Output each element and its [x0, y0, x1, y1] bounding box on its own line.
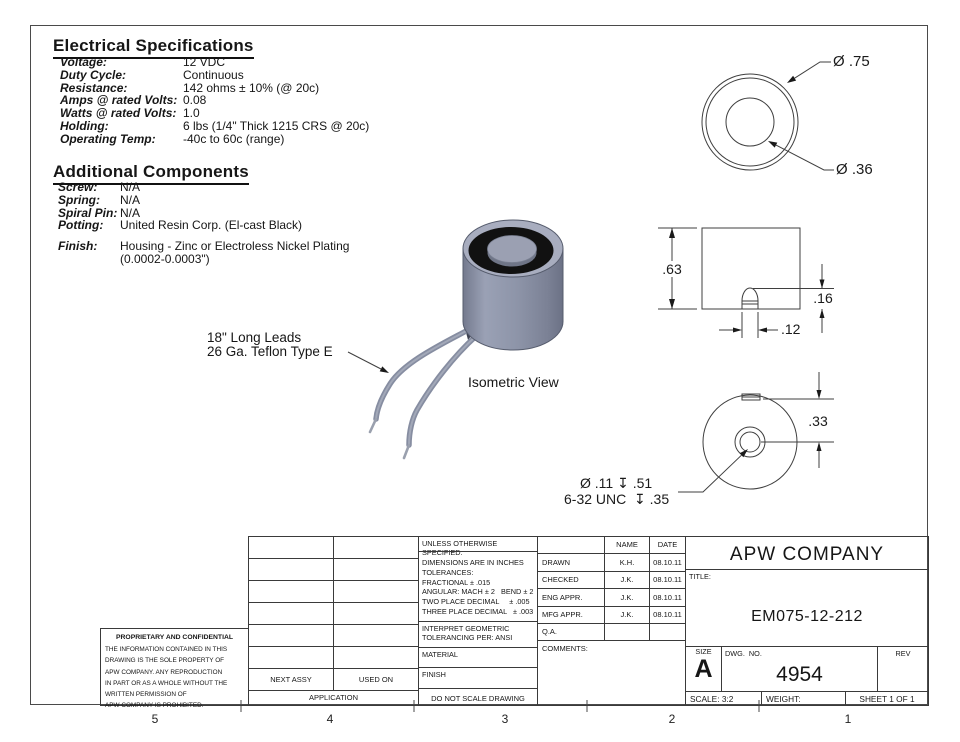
spec-value: United Resin Corp. (El-cast Black)	[120, 218, 303, 233]
dim-top-outer-dia: Ø .75	[833, 53, 870, 70]
additional-components-heading: Additional Components	[53, 162, 249, 185]
side-view-body	[702, 228, 800, 309]
approval-row-eng: ENG APPR. J.K. 08.10.11	[538, 589, 685, 607]
empty-cell	[249, 647, 334, 669]
sheet-cell: SHEET 1 OF 1	[859, 693, 915, 704]
spec-value: 6 lbs (1/4" Thick 1215 CRS @ 20c)	[183, 118, 370, 133]
used-on-header: USED ON	[334, 669, 418, 691]
empty-cell	[249, 537, 334, 559]
spec-value: N/A	[120, 192, 141, 207]
zone-number: 1	[844, 712, 852, 726]
unless-otherwise-note: UNLESS OTHERWISE SPECIFIED:	[422, 539, 498, 558]
isometric-caption: Isometric View	[468, 374, 559, 390]
empty-cell	[249, 559, 334, 581]
empty-cell	[249, 603, 334, 625]
leads-leader	[348, 352, 381, 369]
electrical-specs-list	[60, 56, 369, 146]
company-block	[685, 536, 929, 706]
dim16-arrow-top	[820, 280, 825, 289]
iso-wire-2-highlight	[409, 336, 476, 445]
empty-cell	[249, 581, 334, 603]
dwg-no-label: DWG. NO.	[725, 649, 762, 658]
size-cell	[686, 647, 722, 691]
empty-cell	[249, 625, 334, 647]
dwg-no-value: 4954	[776, 663, 823, 687]
isometric-view	[348, 220, 563, 458]
empty-cell	[334, 559, 418, 581]
rev-label: REV	[895, 649, 911, 658]
application-table	[248, 536, 419, 706]
leader-dia75-arrow	[787, 76, 796, 83]
empty-cell	[334, 625, 418, 647]
side-view-lead-bump	[742, 288, 758, 309]
approval-row-drawn: DRAWN K.H. 08.10.11	[538, 554, 685, 572]
name-header: NAME	[604, 537, 649, 553]
dim-bump-width: .12	[781, 321, 801, 337]
spec-row: Spring: N/A	[58, 192, 141, 207]
finish-label: Finish:	[58, 239, 98, 253]
application-header: APPLICATION	[308, 693, 359, 703]
dim33-arrow-top	[817, 390, 822, 399]
do-not-scale-note: DO NOT SCALE DRAWING	[419, 688, 537, 707]
spec-value: -40c to 60c (range)	[183, 131, 285, 146]
spec-row: Spiral Pin: N/A	[58, 205, 141, 220]
top-view-rim-circle	[706, 78, 794, 166]
top-view	[702, 62, 834, 170]
title-label: TITLE:	[689, 572, 711, 581]
scale-row	[686, 691, 928, 706]
zone-number: 4	[326, 712, 334, 726]
spec-row: Voltage: 12 VDC	[60, 55, 226, 69]
dim-bump-height: .16	[808, 290, 838, 306]
spec-row: Duty Cycle: Continuous	[60, 67, 244, 82]
tolerance-notes: DIMENSIONS ARE IN INCHES TOLERANCES: FRACTIONAL ± .015 ANGULAR: MACH ± 2 BEND ± 2 TWO PLACE DECIMAL ± .005 THREE PLACE DECIMAL ± .003	[419, 551, 537, 621]
empty-cell	[334, 537, 418, 559]
spec-row: Amps @ rated Volts: 0.08	[60, 93, 207, 108]
side-view	[658, 228, 834, 338]
spec-value: 142 ohms ± 10% (@ 20c)	[183, 80, 320, 95]
proprietary-note: PROPRIETARY AND CONFIDENTIAL THE INFORMATION CONTAINED IN THIS DRAWING IS THE SOLE PROPERTY OF APW COMPANY. ANY REPRODUCTION IN PART OR AS A WHOLE WITHOUT THE WRITTEN PERMISSION OF APW COMPANY IS PROHIBITED.	[100, 628, 249, 706]
drawing-title: EM075-12-212	[751, 608, 863, 626]
leads-leader-arrow	[380, 366, 389, 373]
dim33-arrow-bottom	[817, 442, 822, 451]
leads-note: 18" Long Leads 26 Ga. Teflon Type E	[207, 330, 333, 359]
bottom-view-hole-circle	[740, 432, 760, 452]
hole-callout-line1: Ø .11 ↧ .51	[580, 475, 653, 491]
iso-wire-1-tip	[370, 419, 376, 432]
spec-row: Screw: N/A	[58, 180, 141, 194]
spec-value: N/A	[120, 180, 141, 194]
scale-cell: SCALE: 3:2	[686, 692, 762, 706]
dim63-arrow-top	[669, 228, 675, 238]
hole-callout-leader	[678, 455, 742, 492]
comments-cell: COMMENTS:	[542, 644, 588, 653]
spec-value: 0.08	[183, 93, 207, 108]
iso-wire-2	[409, 336, 476, 445]
approval-row-qa: Q.A.	[538, 624, 685, 641]
top-view-inner-circle	[726, 98, 774, 146]
weight-cell: WEIGHT:	[762, 692, 846, 706]
spec-value: 1.0	[183, 106, 200, 121]
size-value: A	[694, 655, 713, 684]
top-view-outer-circle	[702, 74, 798, 170]
dim-side-height: .63	[655, 261, 689, 277]
additional-components-list	[58, 181, 302, 232]
material-cell: MATERIAL	[419, 647, 537, 667]
size-row	[686, 646, 928, 691]
iso-pole-top	[488, 236, 537, 263]
zone-number: 3	[501, 712, 509, 726]
spec-value: 12 VDC	[183, 55, 226, 69]
finish-value: Housing - Zinc or Electroless Nickel Plating (0.0002-0.0003")	[120, 239, 350, 266]
spec-row: Resistance: 142 ohms ± 10% (@ 20c)	[60, 80, 320, 95]
spec-value: Continuous	[183, 67, 244, 82]
dim-top-inner-dia: Ø .36	[836, 161, 873, 178]
tolerance-column	[418, 536, 538, 706]
spec-row: Potting: United Resin Corp. (El-cast Black)	[58, 218, 303, 233]
approvals-header-row	[538, 537, 685, 554]
spec-row: Operating Temp: -40c to 60c (range)	[60, 131, 285, 146]
spec-row: Holding: 6 lbs (1/4" Thick 1215 CRS @ 20c)	[60, 118, 370, 133]
date-header: DATE	[649, 537, 685, 553]
approval-row-mfg: MFG APPR. J.K. 08.10.11	[538, 607, 685, 624]
title-cell	[686, 569, 928, 646]
approval-row-checked: CHECKED J.K. 08.10.11	[538, 572, 685, 589]
approvals-table	[537, 536, 686, 706]
dim16-arrow-bottom	[820, 309, 825, 318]
next-assy-header: NEXT ASSY	[249, 669, 334, 691]
company-name: APW COMPANY	[729, 544, 885, 565]
empty-cell	[334, 603, 418, 625]
size-label: SIZE	[695, 647, 712, 656]
electrical-specs-heading: Electrical Specifications	[53, 36, 254, 59]
zone-number: 5	[151, 712, 159, 726]
empty-cell	[334, 647, 418, 669]
spec-row: Watts @ rated Volts: 1.0	[60, 106, 200, 121]
rev-cell	[878, 647, 928, 691]
iso-wire-2-tip	[404, 445, 409, 458]
hole-callout-line2: 6-32 UNC ↧ .35	[564, 491, 670, 507]
proprietary-title: PROPRIETARY AND CONFIDENTIAL	[115, 634, 234, 641]
dim63-arrow-bottom	[669, 299, 675, 309]
empty-cell	[334, 581, 418, 603]
dim12-arrow-right	[758, 328, 767, 333]
bottom-view	[678, 372, 834, 492]
leader-dia36-arrow	[768, 141, 777, 148]
spec-value: N/A	[120, 205, 141, 220]
dim-bottom-offset: .33	[808, 413, 828, 429]
interpret-note: INTERPRET GEOMETRIC TOLERANCING PER: ANSI	[419, 621, 537, 647]
dwg-no-cell	[722, 647, 878, 691]
zone-number: 2	[668, 712, 676, 726]
finish-cell: FINISH	[419, 667, 537, 688]
dim12-arrow-left	[733, 328, 742, 333]
leader-dia75	[795, 62, 831, 78]
